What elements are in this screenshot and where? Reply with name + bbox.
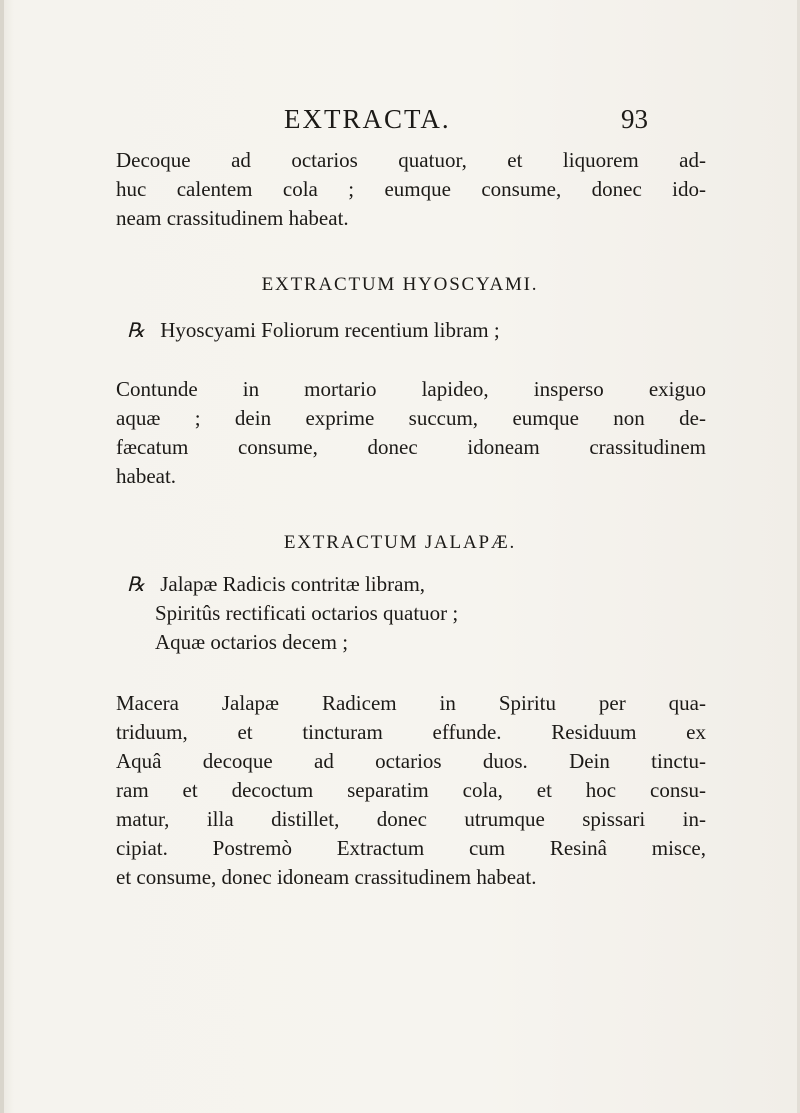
paragraph-line: Decoque ad octarios quatuor, et liquorem ad- bbox=[116, 148, 706, 172]
running-title: EXTRACTA. bbox=[284, 104, 451, 134]
page-number: 93 bbox=[621, 104, 648, 134]
recipe-ingredient: Jalapæ Radicis contritæ libram, bbox=[160, 572, 426, 596]
paragraph-line: aquæ ; dein exprime succum, eumque non de- bbox=[116, 406, 706, 430]
paragraph-line: huc calentem cola ; eumque consume, donec ido- bbox=[116, 177, 706, 201]
section-heading-hyoscyami: EXTRACTUM HYOSCYAMI. bbox=[261, 274, 539, 295]
paragraph-line: triduum, et tincturam effunde. Residuum ex bbox=[116, 720, 706, 744]
paragraph-line: habeat. bbox=[116, 464, 177, 488]
paragraph-line: neam crassitudinem habeat. bbox=[116, 206, 349, 230]
paragraph-line: Aquâ decoque ad octarios duos. Dein tinctu- bbox=[116, 749, 706, 773]
paragraph-line: et consume, donec idoneam crassitudinem habeat. bbox=[116, 865, 537, 889]
hyoscyami-paragraph bbox=[116, 375, 706, 491]
recipe-hyoscyami bbox=[127, 316, 500, 346]
jalapae-paragraph bbox=[116, 689, 706, 892]
paragraph-line: ram et decoctum separatim cola, et hoc consu- bbox=[116, 778, 706, 802]
paragraph-line: matur, illa distillet, donec utrumque spissari in- bbox=[116, 807, 706, 831]
recipe-jalapae-line-1 bbox=[127, 570, 425, 600]
running-head bbox=[0, 104, 800, 144]
recipe-jalapae-line-3: Aquæ octarios decem ; bbox=[155, 630, 349, 654]
paragraph-line: fæcatum consume, donec idoneam crassitudinem bbox=[116, 435, 706, 459]
recipe-ingredient: Hyoscyami Foliorum recentium libram ; bbox=[160, 318, 500, 342]
section-heading-jalapae: EXTRACTUM JALAPÆ. bbox=[283, 532, 517, 553]
intro-paragraph bbox=[116, 146, 706, 233]
paragraph-line: Macera Jalapæ Radicem in Spiritu per qua- bbox=[116, 691, 706, 715]
page-left-edge bbox=[0, 0, 4, 1113]
recipe-jalapae-line-2: Spiritûs rectificati octarios quatuor ; bbox=[155, 601, 459, 625]
recipe-symbol: ℞ bbox=[127, 574, 143, 596]
paragraph-line: Contunde in mortario lapideo, insperso exiguo bbox=[116, 377, 706, 401]
recipe-symbol: ℞ bbox=[127, 320, 143, 342]
paragraph-line: cipiat. Postremò Extractum cum Resinâ misce, bbox=[116, 836, 706, 860]
